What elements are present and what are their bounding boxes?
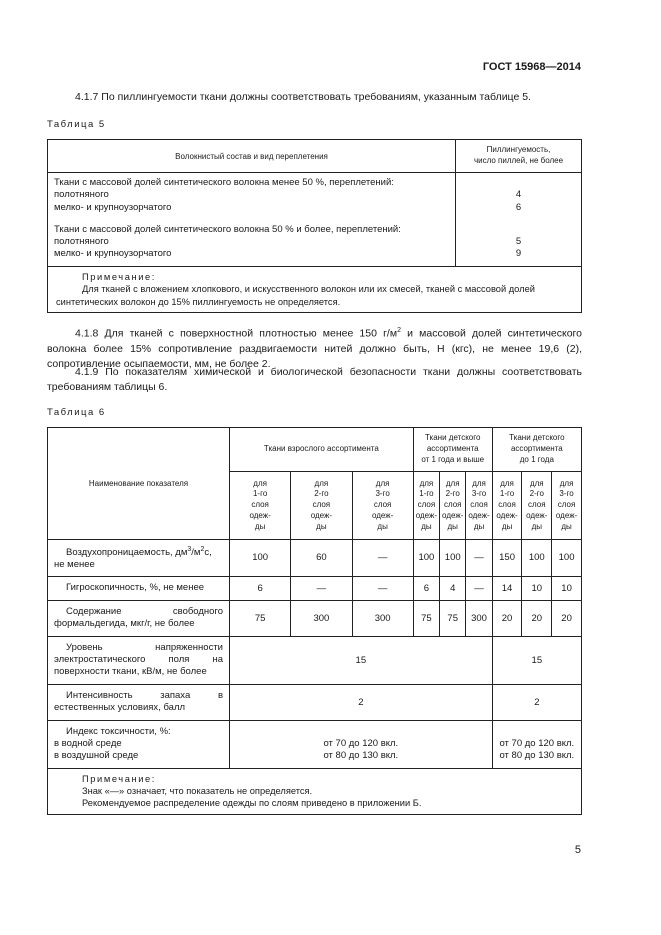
paragraph-4-1-7: 4.1.7 По пиллингуемости ткани должны соответствовать требованиям, указанным таблице 5. — [75, 91, 531, 103]
paragraph-4-1-8: 4.1.8 Для тканей с поверхностной плотностью менее 150 $г/м^2$ и массовой долей синтетического волокна более 15% сопротивление раздвигаемости нитей должно быть, Н (кгс), не менее 19,6 (2), сопротивление осыпаемости, мм, не более 2. — [47, 327, 582, 371]
document-code: ГОСТ 15968—2014 — [482, 61, 581, 73]
table6-group-infant: Ткани детского ассортимента до 1 года — [492, 428, 581, 472]
row-toxicity: Индекс токсичности, %: в водной среде в воздушной среде — [48, 720, 230, 768]
table6-group-adult: Ткани взрослого ассортимента — [230, 428, 414, 472]
table-row: Ткани с массовой долей синтетического волокна менее 50 %, переплетений: полотняного мелко- и крупноузорчатого 4 6 — [48, 173, 582, 220]
paragraph-4-1-9: 4.1.9 По показателям химической и биологической безопасности ткани должны соответствовать требованиям таблицы 6. — [47, 366, 582, 394]
layer-3-header: для 3-го слоя одеж- ды — [352, 472, 413, 540]
table-row: Индекс токсичности, %: в водной среде в воздушной среде от 70 до 120 вкл. от 80 до 130 вкл. от 70 до 120 вкл. от 80 до 130 вкл. — [48, 720, 582, 768]
layer-1-header: для 1-го слоя одеж- ды — [230, 472, 291, 540]
layer-1-header: для 1-го слоя одеж- ды — [413, 472, 439, 540]
row-odor: Интенсивность запаха в естественных условиях, балл — [48, 684, 230, 720]
table6-group-child: Ткани детского ассортимента от 1 года и выше — [413, 428, 492, 472]
table-row: Гигроскопичность, %, не менее 6 — — 6 4 — 14 10 10 — [48, 576, 582, 600]
row-electrostatic: Уровень напряженности электростатического поля на поверхности ткани, кВ/м, не более — [48, 636, 230, 684]
layer-2-header: для 2-го слоя одеж- ды — [291, 472, 352, 540]
table6-caption: Таблица 6 — [47, 407, 106, 418]
layer-1-header: для 1-го слоя одеж- ды — [492, 472, 522, 540]
table6-note: Примечание: Знак «—» означает, что показатель не определяется. Рекомендуемое распределение одежды по слоям приведено в приложении Б. — [48, 768, 582, 814]
table6-header-name: Наименование показателя — [48, 428, 230, 540]
page-number: 5 — [574, 844, 581, 856]
table-row: Содержание свободного формальдегида, мкг/г, не более 75 300 300 75 75 300 20 20 20 — [48, 600, 582, 636]
table5-caption: Таблица 5 — [47, 119, 106, 130]
table-6 — [47, 427, 582, 815]
layer-3-header: для 3-го слоя одеж- ды — [552, 472, 582, 540]
table-row: Ткани с массовой долей синтетического волокна 50 % и более, переплетений: полотняного мелко- и крупноузорчатого 5 9 — [48, 220, 582, 267]
table-row: Уровень напряженности электростатического поля на поверхности ткани, кВ/м, не более 15 15 — [48, 636, 582, 684]
layer-3-header: для 3-го слоя одеж- ды — [466, 472, 492, 540]
layer-2-header: для 2-го слоя одеж- ды — [440, 472, 466, 540]
table5-header-composition: Волокнистый состав и вид переплетения — [48, 140, 456, 173]
table-row: Интенсивность запаха в естественных условиях, балл 2 2 — [48, 684, 582, 720]
table-5 — [47, 139, 582, 313]
row-hygroscopicity: Гигроскопичность, %, не менее — [48, 576, 230, 600]
table5-header-pilling: Пиллингуемость, число пиллей, не более — [456, 140, 582, 173]
row-air-permeability: Воздухопроницаемость, $дм^3/м^2с$, не менее — [48, 540, 230, 577]
layer-2-header: для 2-го слоя одеж- ды — [522, 472, 552, 540]
table-row: Воздухопроницаемость, $дм^3/м^2с$, не менее 100 60 — 100 100 — 150 100 100 — [48, 540, 582, 577]
row-formaldehyde: Содержание свободного формальдегида, мкг/г, не более — [48, 600, 230, 636]
table5-note: Примечание: Для тканей с вложением хлопкового, и искусственного волокон или их смесей, тканей с массовой долей синтетических волокон до 15% пиллингуемость не определяется. — [48, 267, 582, 313]
